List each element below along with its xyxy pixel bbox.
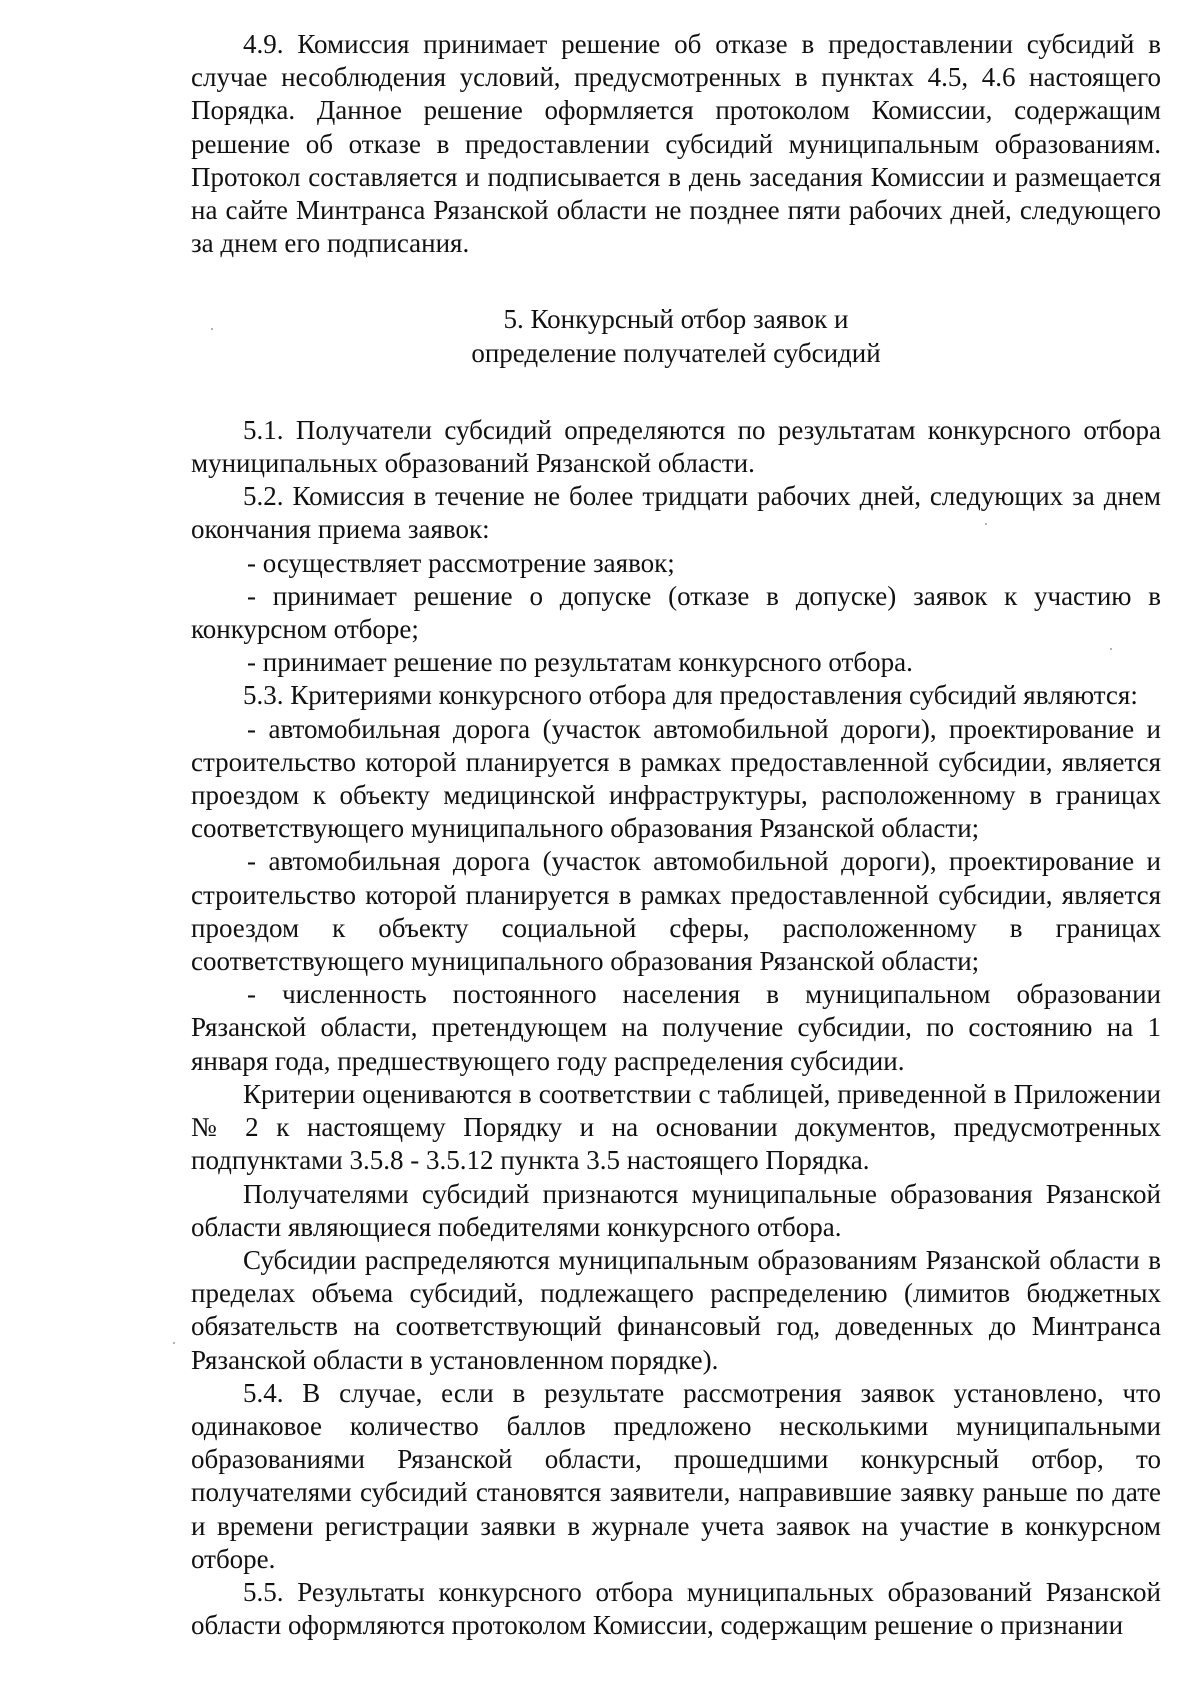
scan-speck	[985, 523, 987, 525]
section-heading-line-1: 5. Конкурсный отбор заявок и	[503, 304, 849, 335]
section-heading	[191, 303, 1161, 369]
scan-speck	[173, 1342, 175, 1344]
criteria-item: - численность постоянного населения в муниципальном образовании Рязанской области, претендующем на получение субсидии, по состоянию на 1 января года, предшествующего году распределения субсидии.	[191, 979, 1161, 1076]
paragraph-5-1: 5.1. Получатели субсидий определяются по результатам конкурсного отбора муниципальных образований Рязанской области.	[191, 414, 1161, 479]
document-body	[191, 28, 1161, 1642]
scan-speck	[1110, 648, 1112, 650]
paragraph-5-2: 5.2. Комиссия в течение не более тридцати рабочих дней, следующих за днем окончания приема заявок:	[191, 481, 1161, 545]
paragraph-5-4: 5.4. В случае, если в результате рассмотрения заявок установлено, что одинаковое количество баллов предложено несколькими муниципальными образованиями Рязанской области, прошедшими конкурсный отбор, то получателями субсидий становятся заявители, направившие заявку раньше по дате и времени регистрации заявки в журнале учета заявок на участие в конкурсном отборе.	[191, 1377, 1161, 1574]
list-item: - осуществляет рассмотрение заявок;	[247, 547, 675, 578]
list-item: - принимает решение о допуске (отказе в допуске) заявок к участию в конкурсном отборе;	[191, 580, 1161, 645]
scan-speck	[211, 328, 213, 330]
paragraph-5-3: 5.3. Критериями конкурсного отбора для предоставления субсидий являются:	[243, 680, 1138, 711]
criteria-item: - автомобильная дорога (участок автомобильной дороги), проектирование и строительство которой планируется в рамках предоставленной субсидии, является проездом к объекту медицинской инфраструктуры, расположенному в границах соответствующего муниципального образования Рязанской области;	[191, 713, 1161, 844]
criteria-item: - автомобильная дорога (участок автомобильной дороги), проектирование и строительство которой планируется в рамках предоставленной субсидии, является проездом к объекту социальной сферы, расположенному в границах соответствующего муниципального образования Рязанской области;	[191, 846, 1161, 977]
paragraph-distribution: Субсидии распределяются муниципальным образованиям Рязанской области в пределах объема субсидий, подлежащего распределению (лимитов бюджетных обязательств на соответствующий финансовый год, доведенных до Минтранса Рязанской области в установленном порядке).	[191, 1244, 1161, 1375]
paragraph-4-9: 4.9. Комиссия принимает решение об отказе в предоставлении субсидий в случае несоблюдения условий, предусмотренных в пунктах 4.5, 4.6 настоящего Порядка. Данное решение оформляется протоколом Комиссии, содержащим решение об отказе в предоставлении субсидий муниципальным образованиям. Протокол составляется и подписывается в день заседания Комиссии и размещается на сайте Минтранса Рязанской области не позднее пяти рабочих дней, следующего за днем его подписания.	[191, 29, 1161, 259]
paragraph-5-5: 5.5. Результаты конкурсного отбора муниципальных образований Рязанской области оформляются протоколом Комиссии, содержащим решение о признании	[191, 1576, 1161, 1641]
paragraph-recipients: Получателями субсидий признаются муниципальные образования Рязанской области являющиеся победителями конкурсного отбора.	[191, 1178, 1161, 1242]
paragraph-criteria-evaluation: Критерии оцениваются в соответствии с таблицей, приведенной в Приложении № 2 к настоящему Порядку и на основании документов, предусмотренных подпунктами 3.5.8 - 3.5.12 пункта 3.5 настоящего Порядка.	[191, 1078, 1161, 1176]
section-heading-line-2: определение получателей субсидий	[471, 337, 881, 368]
list-item: - принимает решение по результатам конкурсного отбора.	[247, 647, 913, 678]
